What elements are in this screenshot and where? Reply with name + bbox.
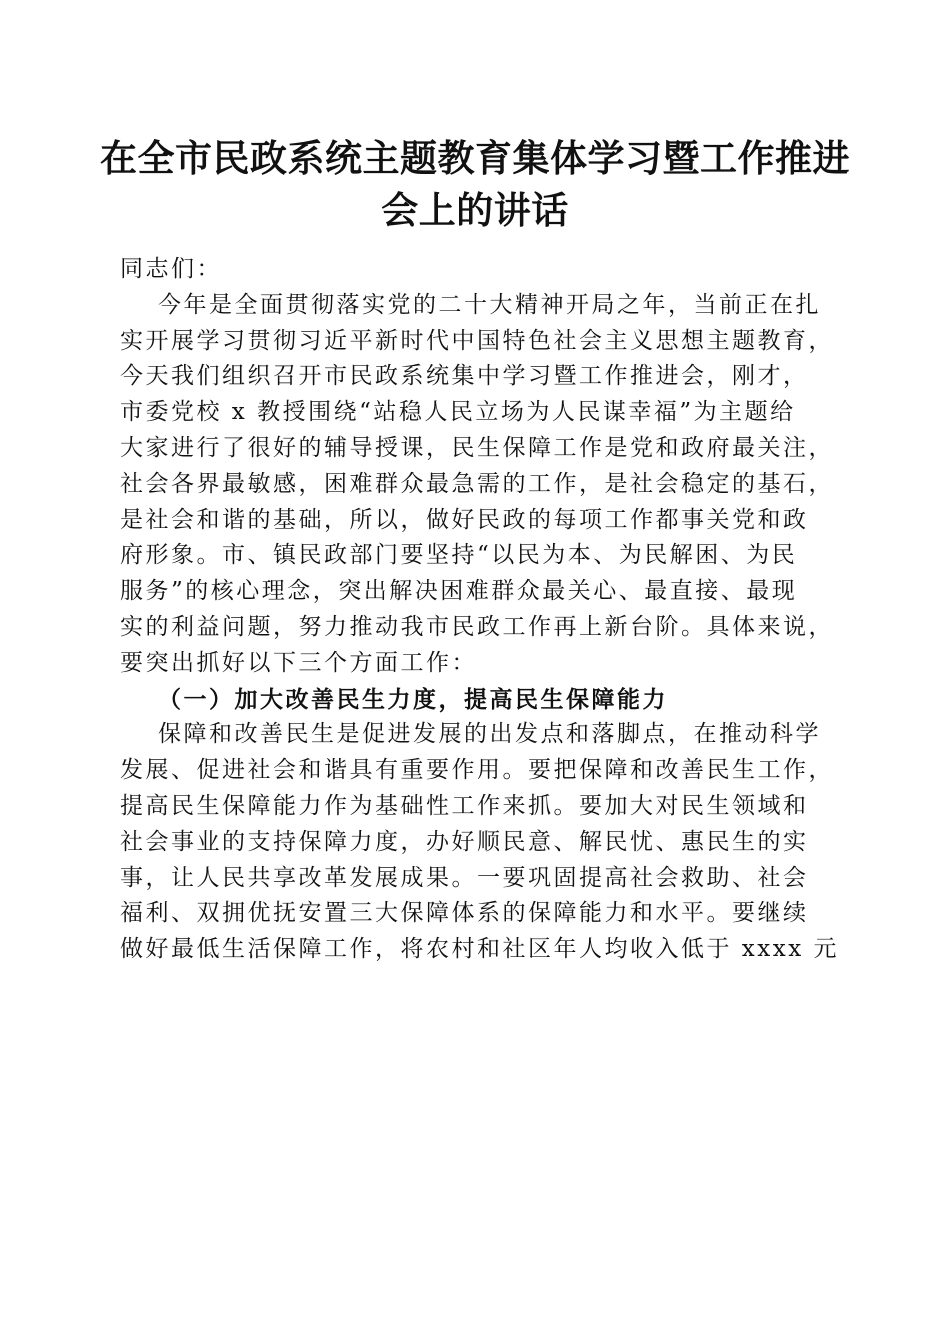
- document-title: [100, 132, 850, 236]
- paragraph-line: 社会各界最敏感，困难群众最急需的工作，是社会稳定的基石，: [120, 470, 834, 497]
- paragraph-line: 市委党校 x 教授围绕“站稳人民立场为人民谋幸福”为主题给: [120, 399, 796, 426]
- salutation: 同志们：: [120, 256, 222, 282]
- paragraph-line: 福利、双拥优抚安置三大保障体系的保障能力和水平。要继续: [120, 900, 809, 927]
- paragraph-line: 大家进行了很好的辅导授课，民生保障工作是党和政府最关注，: [120, 434, 834, 461]
- title-line: 在全市民政系统主题教育集体学习暨工作推进: [100, 136, 850, 180]
- paragraph-line: 保障和改善民生是促进发展的出发点和落脚点，在推动科学: [158, 721, 821, 748]
- paragraph-line: 实的利益问题，努力推动我市民政工作再上新台阶。具体来说，: [120, 613, 834, 640]
- paragraph-line: 服务”的核心理念，突出解决困难群众最关心、最直接、最现: [120, 578, 798, 605]
- section-heading: （一）加大改善民生力度，提高民生保障能力: [158, 685, 668, 713]
- paragraph-line: 提高民生保障能力作为基础性工作来抓。要加大对民生领域和: [120, 792, 809, 819]
- paragraph-line: 发展、促进社会和谐具有重要作用。要把保障和改善民生工作，: [120, 757, 834, 784]
- paragraph-line: 要突出抓好以下三个方面工作：: [120, 649, 477, 676]
- paragraph-line: 实开展学习贯彻习近平新时代中国特色社会主义思想主题教育，: [120, 327, 834, 354]
- paragraph-line: 今年是全面贯彻落实党的二十大精神开局之年，当前正在扎: [158, 291, 821, 318]
- title-line: 会上的讲话: [381, 188, 569, 232]
- paragraph-line: 是社会和谐的基础，所以，做好民政的每项工作都事关党和政: [120, 506, 809, 533]
- paragraph-line: 社会事业的支持保障力度，办好顺民意、解民忧、惠民生的实: [120, 828, 809, 855]
- paragraph-line: 今天我们组织召开市民政系统集中学习暨工作推进会，刚才，: [120, 363, 809, 390]
- paragraph-line: 府形象。市、镇民政部门要坚持“以民为本、为民解困、为民: [120, 542, 798, 569]
- paragraph-line: 事，让人民共享改革发展成果。一要巩固提高社会救助、社会: [120, 864, 809, 891]
- document-body: [120, 252, 840, 968]
- paragraph-line: 做好最低生活保障工作，将农村和社区年人均收入低于 xxxx 元: [120, 936, 840, 963]
